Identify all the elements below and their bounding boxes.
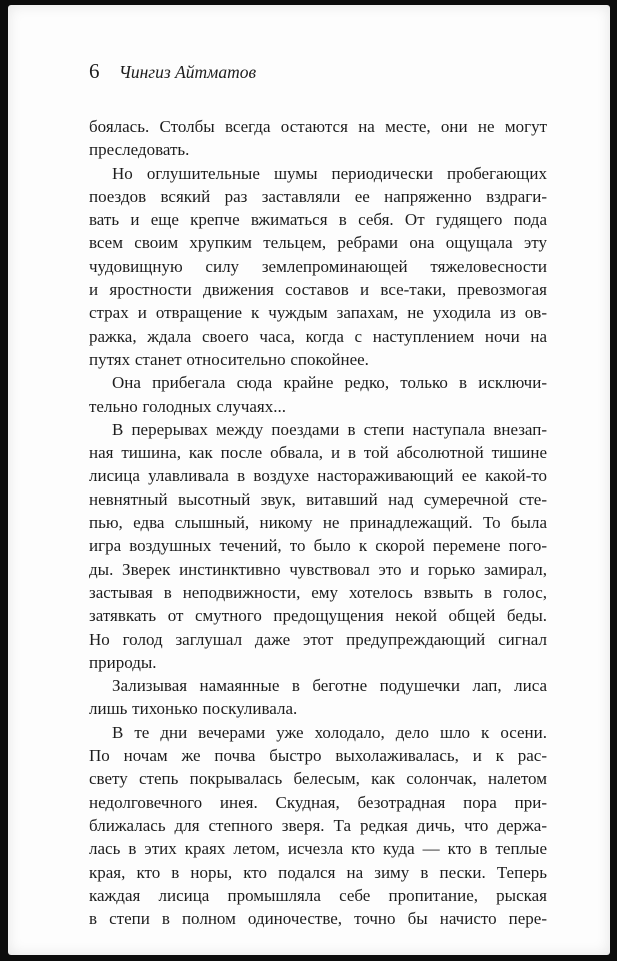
text-line: страх и отвращение к чуждым запахам, не уходила из ов- xyxy=(89,303,547,323)
text-line: Но оглушительные шумы периодически пробегающих xyxy=(112,163,547,183)
text-line: лисица улавливала в воздухе настораживающий ее какой-то xyxy=(89,466,547,486)
text-line: вать и еще крепче вжиматься в себя. От гудящего пода xyxy=(89,210,547,230)
text-line: преследовать. xyxy=(89,140,190,160)
text-line: ближалась для степного зверя. Та редкая дичь, что держа- xyxy=(89,815,547,835)
text-line: ражка, ждала своего часа, когда с наступлением ночи на xyxy=(89,326,547,346)
text-line: Но голод заглушал даже этот предупреждающий сигнал xyxy=(89,629,547,649)
page-number: 6 xyxy=(89,59,100,83)
text-line: По ночам же почва быстро выхолаживалась, и к рас- xyxy=(89,746,547,766)
text-line: каждая лисица промышляла себе пропитание, рыская xyxy=(89,885,547,905)
text-line: невнятный высотный звук, витавший над сумеречной сте- xyxy=(89,489,547,509)
text-line: природы. xyxy=(89,652,157,672)
text-line: и яростности движения составов и все-таки, превозмогая xyxy=(89,280,547,300)
text-line: затявкать от смутного предощущения некой общей беды. xyxy=(89,606,547,626)
text-line: лишь тихонько поскуливала. xyxy=(89,699,298,719)
text-line: тельно голодных случаях... xyxy=(89,396,286,416)
text-line: поездов всякий раз заставляли ее напряженно вздраги- xyxy=(89,186,547,206)
text-line: чудовищную силу землепроминающей тяжеловесности xyxy=(89,256,547,276)
text-line: лась в этих краях летом, исчезла кто куда — кто в теплые xyxy=(89,839,547,859)
text-line: В те дни вечерами уже холодало, дело шло к осени. xyxy=(112,722,547,742)
page-header xyxy=(89,59,547,84)
text-line: всем своим хрупким тельцем, ребрами она ощущала эту xyxy=(89,233,547,253)
text-line: пью, едва слышный, никому не принадлежащий. То была xyxy=(89,513,547,533)
text-line: края, кто в норы, кто подался на зиму в пески. Теперь xyxy=(89,862,547,882)
text-block xyxy=(89,115,547,930)
text-line: путях станет относительно спокойнее. xyxy=(89,349,369,369)
text-line: в степи в полном одиночестве, точно бы начисто пере- xyxy=(89,909,547,929)
text-line: Она прибегала сюда крайне редко, только в исключи- xyxy=(112,373,547,393)
text-line: Зализывая намаянные в беготне подушечки лап, лиса xyxy=(112,676,547,696)
text-line: недолговечного инея. Скудная, безотрадная пора при- xyxy=(89,792,547,812)
book-page xyxy=(8,5,610,955)
running-header-author: Чингиз Айтматов xyxy=(118,62,257,82)
text-line: свету степь покрывалась белесым, как солончак, налетом xyxy=(89,769,547,789)
text-line: игра воздушных течений, то было к скорой перемене пого- xyxy=(89,536,547,556)
text-line: боялась. Столбы всегда остаются на месте, они не могут xyxy=(89,117,547,136)
text-line: застывая в неподвижности, ему хотелось взвыть в голос, xyxy=(89,582,547,602)
text-line: В перерывах между поездами в степи наступала внезап- xyxy=(112,419,547,439)
text-line: ная тишина, как после обвала, и в той абсолютной тишине xyxy=(89,443,547,463)
text-line: ды. Зверек инстинктивно чувствовал это и горько замирал, xyxy=(89,559,547,579)
